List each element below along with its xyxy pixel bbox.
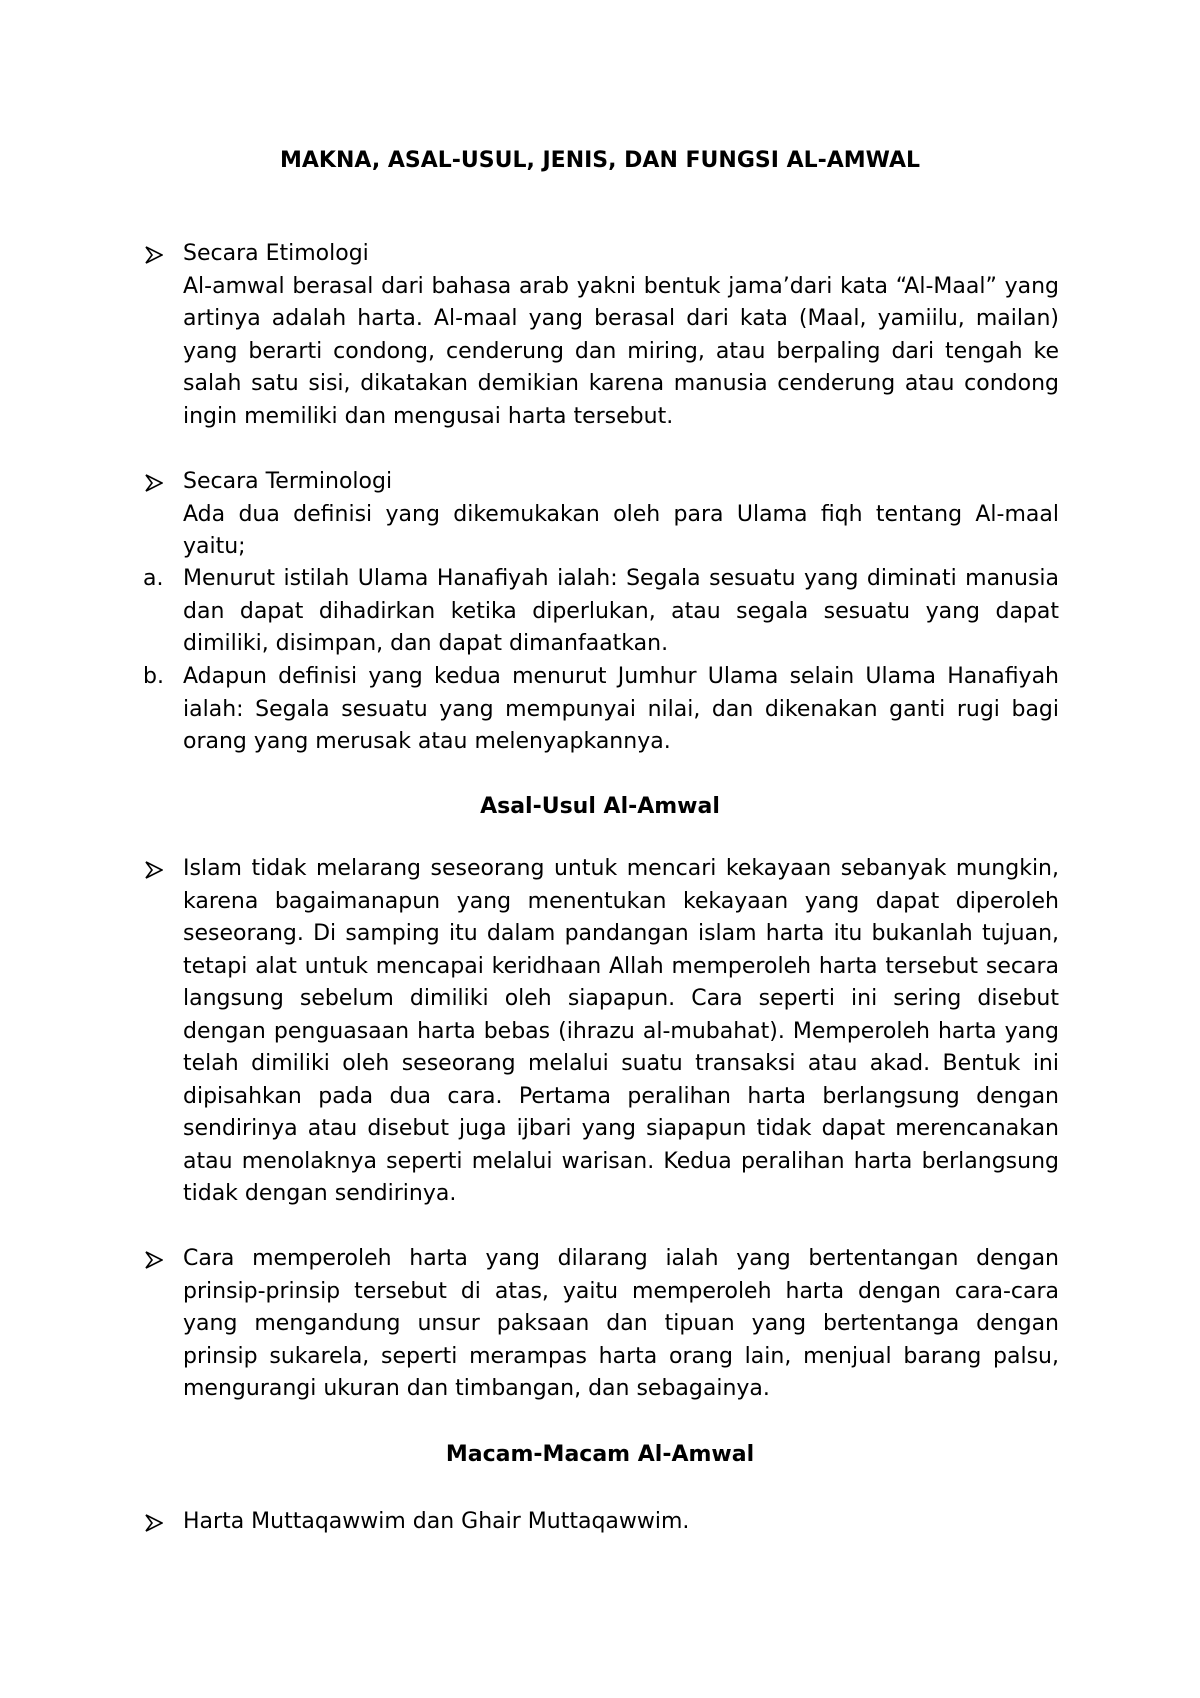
section-heading: Macam-Macam Al-Amwal: [445, 1442, 755, 1467]
list-marker: a.: [143, 566, 164, 591]
list-item-asal-usul-2: [143, 1243, 1059, 1406]
paragraph: Islam tidak melarang seseorang untuk mencari kekayaan sebanyak mungkin, karena bagaimanapun yang menentukan kekayaan yang dapat diperoleh seseorang. Di samping itu dalam pandangan islam harta itu bukanlah tujuan, tetapi alat untuk mencapai keridhaan Allah memperoleh harta tersebut secara langsung sebelum dimiliki oleh siapapun. Cara seperti ini sering disebut dengan penguasaan harta bebas (ihrazu al-mubahat). Memperoleh harta yang telah dimiliki oleh seseorang melalui suatu transaksi atau akad. Bentuk ini dipisahkan pada dua cara. Pertama peralihan harta berlangsung dengan sendirinya atau disebut juga ijbari yang siapapun tidak dapat merencanakan atau menolaknya seperti melalui warisan. Kedua peralihan harta berlangsung tidak dengan sendirinya.: [183, 856, 1059, 1206]
paragraph: Cara memperoleh harta yang dilarang ialah yang bertentangan dengan prinsip-prinsip tersebut di atas, yaitu memperoleh harta dengan cara-cara yang mengandung unsur paksaan dan tipuan yang bertentanga dengan prinsip sukarela, seperti merampas harta orang lain, menjual barang palsu, mengurangi ukuran dan timbangan, dan sebagainya.: [183, 1246, 1059, 1401]
list-marker: b.: [143, 664, 164, 689]
document-title: MAKNA, ASAL-USUL, JENIS, DAN FUNGSI AL-AMWAL: [280, 148, 920, 173]
paragraph: Adapun definisi yang kedua menurut Jumhur Ulama selain Ulama Hanafiyah ialah: Segala sesuatu yang mempunyai nilai, dan dikenakan ganti rugi bagi orang yang merusak atau melenyapkannya.: [183, 664, 1059, 754]
section-heading: Asal-Usul Al-Amwal: [480, 794, 720, 819]
list-item-etimologi: [143, 238, 1059, 433]
list-item-a: [143, 563, 1059, 661]
paragraph: Harta Muttaqawwim dan Ghair Muttaqawwim.: [183, 1509, 690, 1534]
list-item-b: [143, 661, 1059, 759]
paragraph: Menurut istilah Ulama Hanafiyah ialah: Segala sesuatu yang diminati manusia dan dapat dihadirkan ketika diperlukan, atau segala sesuatu yang dapat dimiliki, disimpan, dan dapat dimanfaatkan.: [183, 566, 1059, 656]
list-item-asal-usul-1: [143, 853, 1059, 1211]
list-item-macam-1: [143, 1506, 1059, 1539]
list-item-terminologi: [143, 466, 1059, 564]
bullet-label: Secara Etimologi: [183, 241, 369, 266]
paragraph: Ada dua definisi yang dikemukakan oleh para Ulama fiqh tentang Al-maal yaitu;: [183, 501, 1059, 559]
bullet-label: Secara Terminologi: [183, 469, 393, 494]
paragraph: Al-amwal berasal dari bahasa arab yakni bentuk jama’dari kata “Al-Maal” yang artinya adalah harta. Al-maal yang berasal dari kata (Maal, yamiilu, mailan) yang berarti condong, cenderung dan miring, atau berpaling dari tengah ke salah satu sisi, dikatakan demikian karena manusia cenderung atau condong ingin memiliki dan mengusai harta tersebut.: [183, 273, 1059, 429]
